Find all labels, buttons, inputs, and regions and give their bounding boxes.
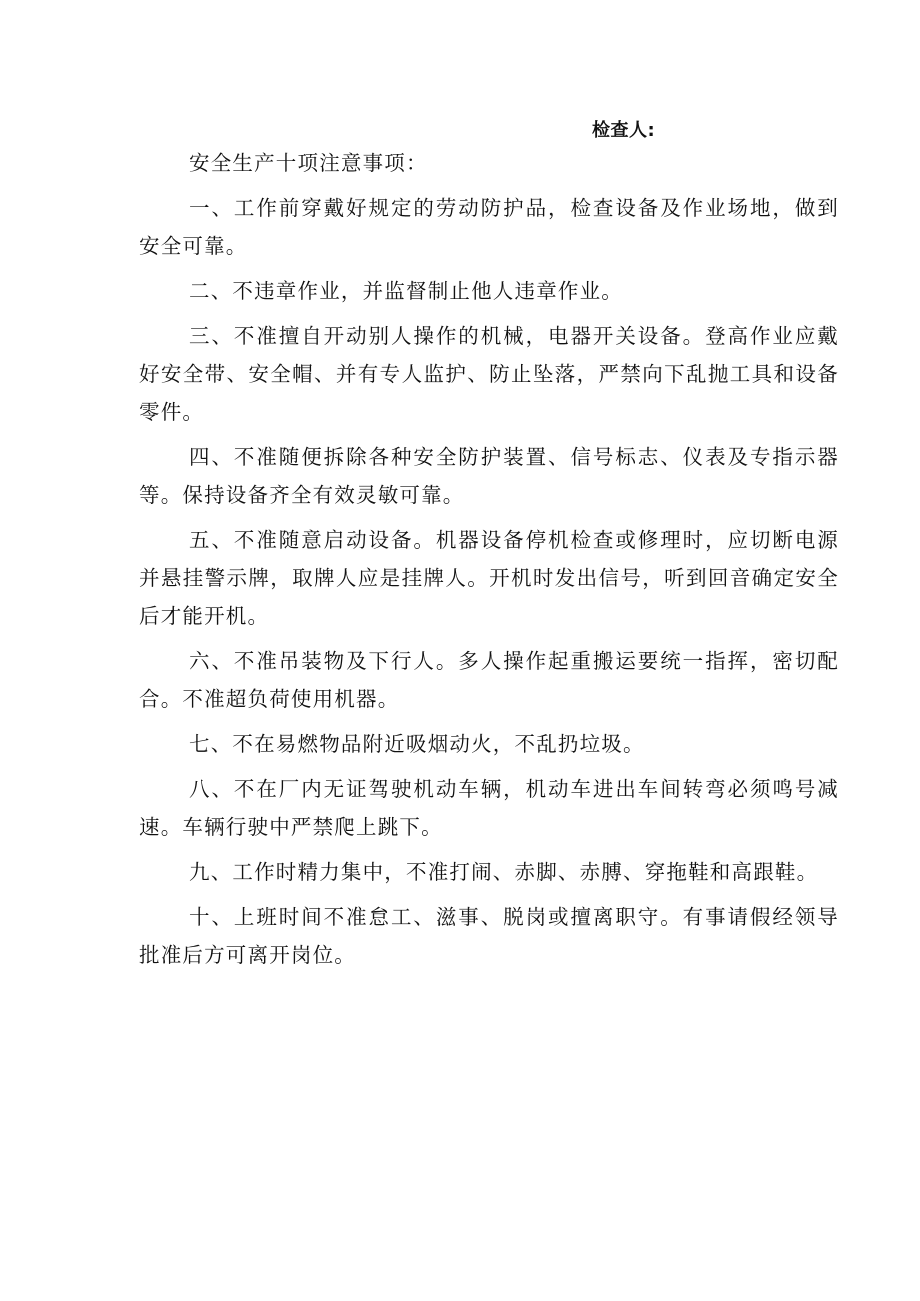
document-body [139,144,839,974]
rule-item-6: 六、不准吊装物及下行人。多人操作起重搬运要统一指挥，密切配合。不准超负荷使用机器。 [139,649,839,711]
document-title: 安全生产十项注意事项： [189,151,428,175]
rule-item-10: 十、上班时间不准怠工、滋事、脱岗或擅离职守。有事请假经领导批准后方可离开岗位。 [139,905,839,967]
rule-item-2: 二、不违章作业，并监督制止他人违章作业。 [189,279,623,303]
rule-item-1: 一、工作前穿戴好规定的劳动防护品，检查设备及作业场地，做到安全可靠。 [139,196,839,258]
rule-item-3: 三、不准擅自开动别人操作的机械，电器开关设备。登高作业应戴好安全带、安全帽、并有专人监护、防止坠落，严禁向下乱抛工具和设备零件。 [139,324,839,424]
inspector-label: 检查人: [592,120,656,141]
rule-item-9: 九、工作时精力集中，不准打闹、赤脚、赤膊、穿拖鞋和高跟鞋。 [189,860,819,884]
rule-item-8: 八、不在厂内无证驾驶机动车辆，机动车进出车间转弯必须鸣号减速。车辆行驶中严禁爬上跳下。 [139,777,839,839]
rule-item-5: 五、不准随意启动设备。机器设备停机检查或修理时，应切断电源并悬挂警示牌，取牌人应是挂牌人。开机时发出信号，听到回音确定安全后才能开机。 [139,528,839,628]
rule-item-4: 四、不准随便拆除各种安全防护装置、信号标志、仪表及专指示器等。保持设备齐全有效灵敏可靠。 [139,445,839,507]
rule-item-7: 七、不在易燃物品附近吸烟动火，不乱扔垃圾。 [189,732,645,756]
